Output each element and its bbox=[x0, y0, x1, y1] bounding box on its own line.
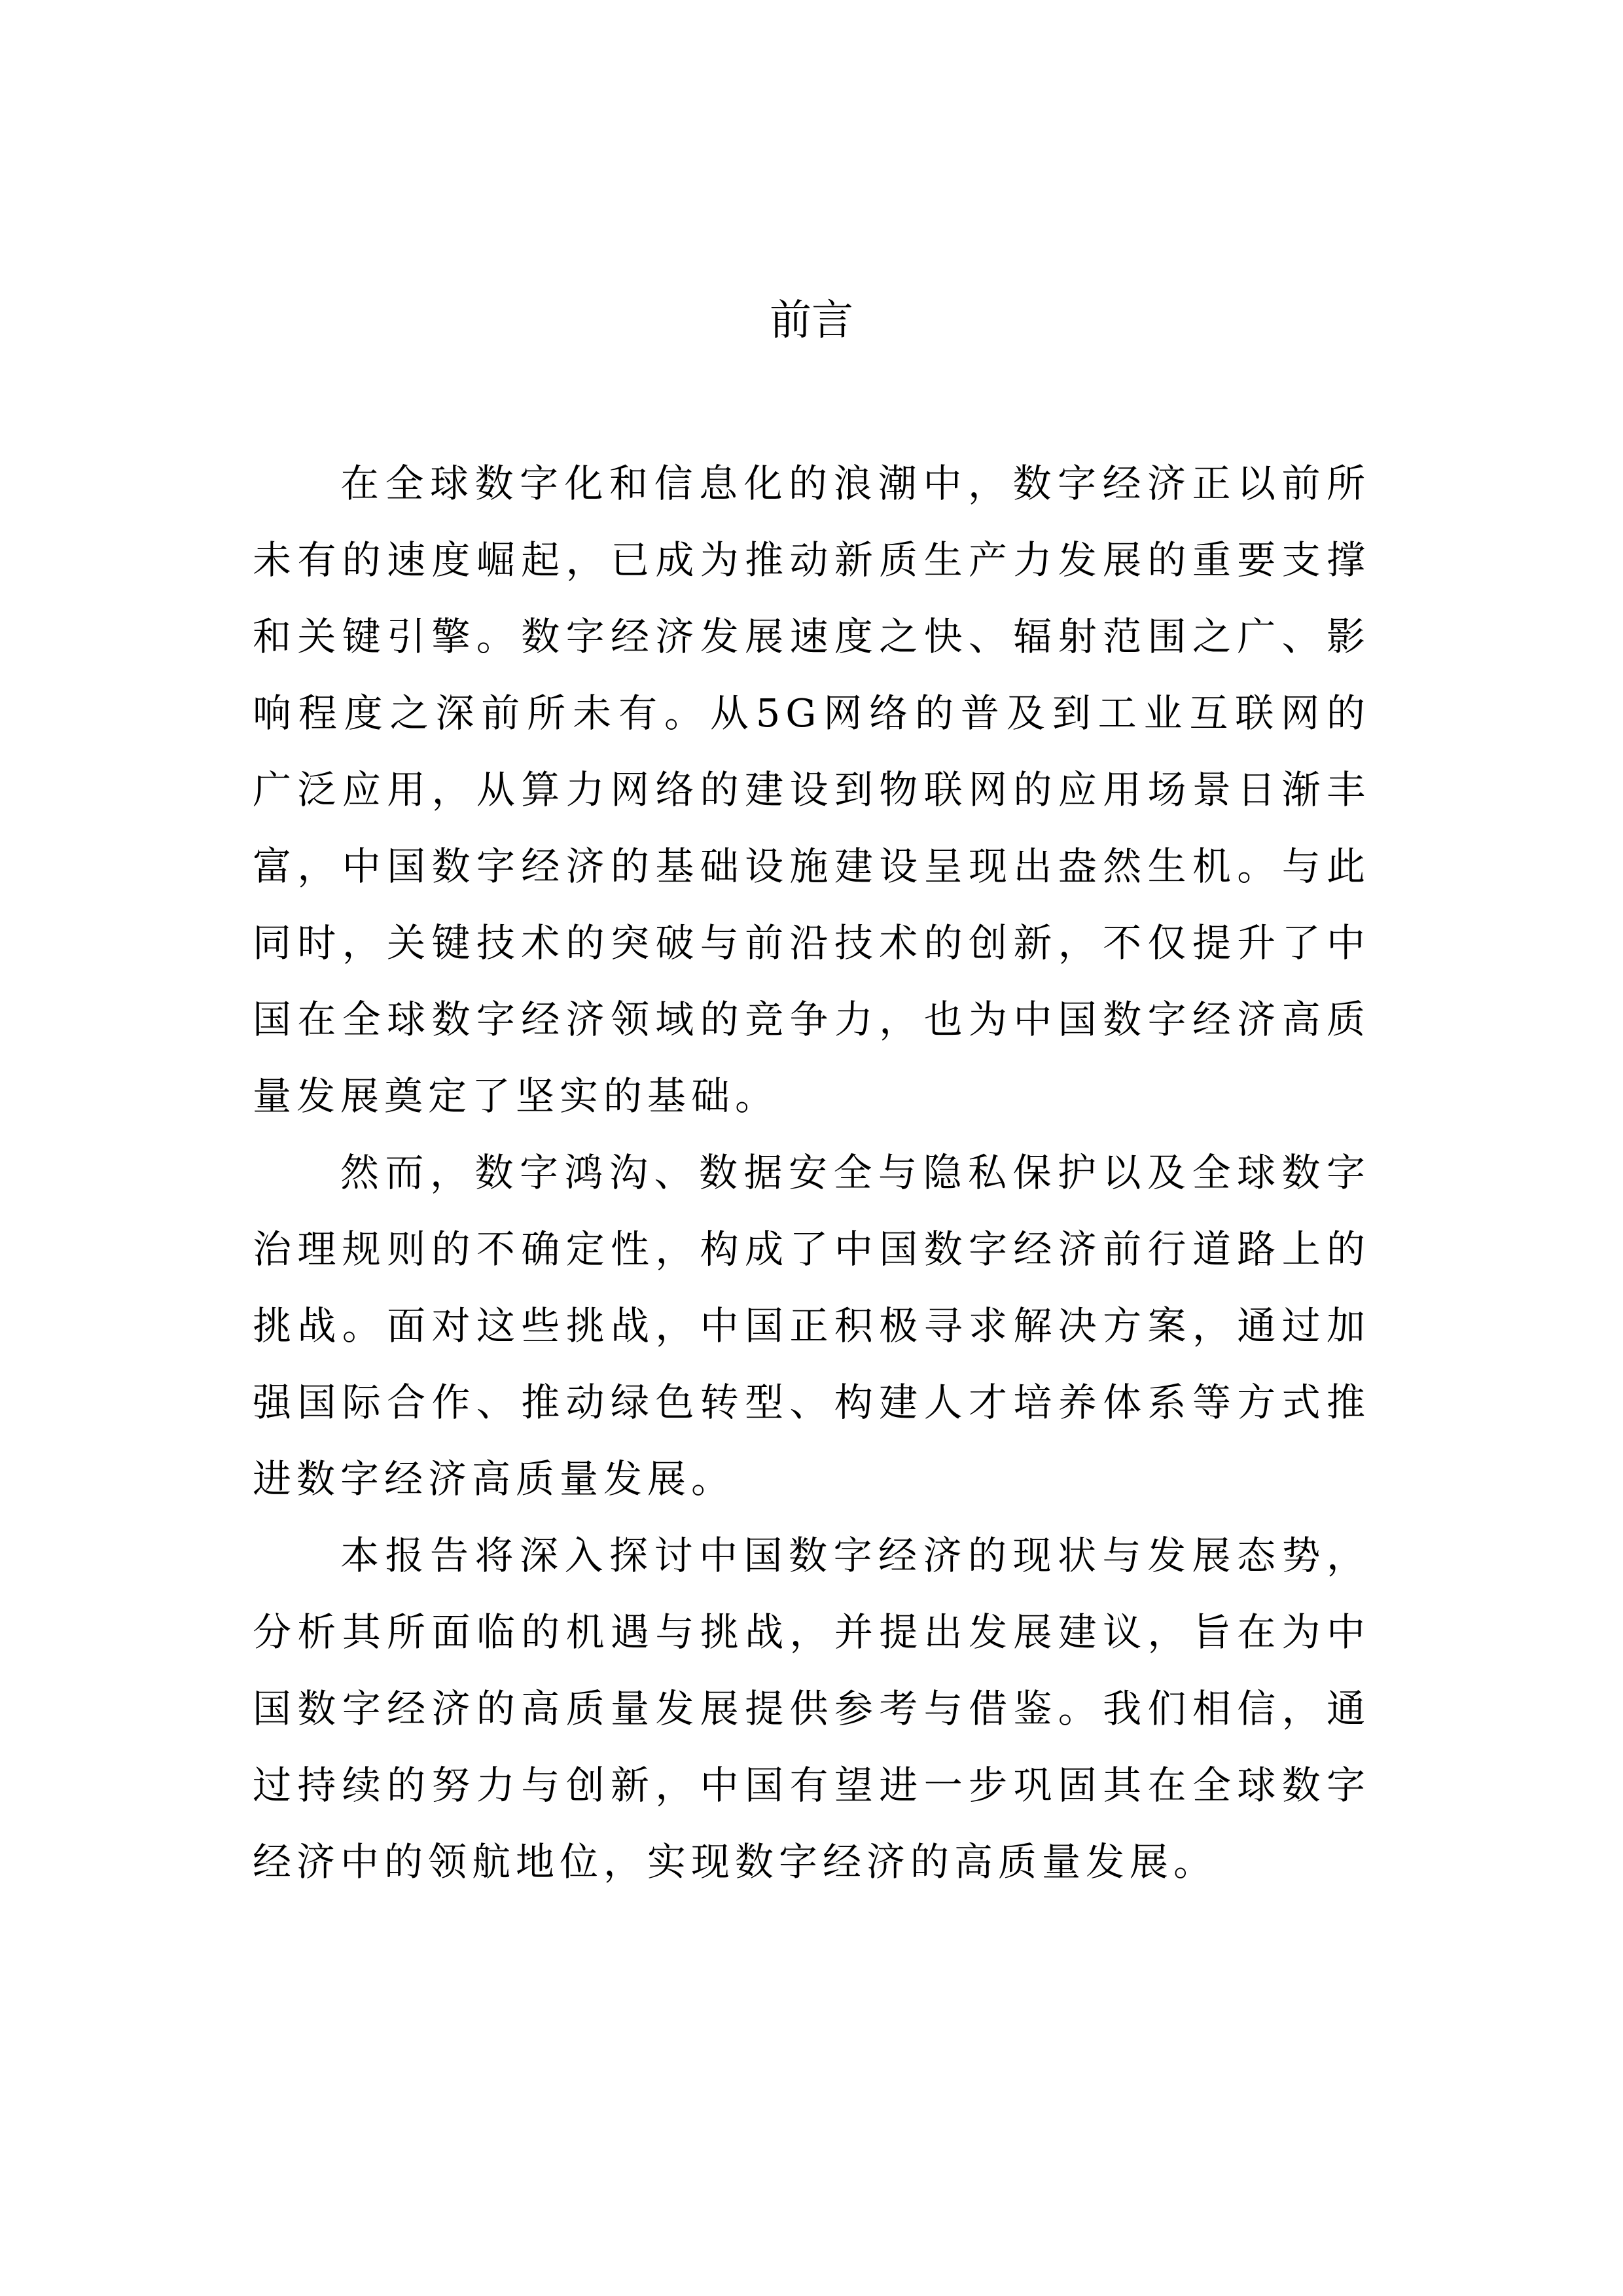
paragraph-3: 本报告将深入探讨中国数字经济的现状与发展态势，分析其所面临的机遇与挑战，并提出发展建议，旨在为中国数字经济的高质量发展提供参考与借鉴。我们相信，通过持续的努力与创新，中国有望进一步巩固其在全球数字经济中的领航地位，实现数字经济的高质量发展。 bbox=[253, 1533, 1370, 1884]
paragraph-2: 然而，数字鸿沟、数据安全与隐私保护以及全球数字治理规则的不确定性，构成了中国数字经济前行道路上的挑战。面对这些挑战，中国正积极寻求解决方案，通过加强国际合作、推动绿色转型、构建人才培养体系等方式推进数字经济高质量发展。 bbox=[253, 1150, 1370, 1501]
page-title: 前言 bbox=[770, 296, 853, 345]
paragraph-1: 在全球数字化和信息化的浪潮中，数字经济正以前所未有的速度崛起，已成为推动新质生产力发展的重要支撑和关键引擎。数字经济发展速度之快、辐射范围之广、影响程度之深前所未有。从5G网络的普及到工业互联网的广泛应用，从算力网络的建设到物联网的应用场景日渐丰富，中国数字经济的基础设施建设呈现出盎然生机。与此同时，关键技术的突破与前沿技术的创新，不仅提升了中国在全球数字经济领域的竞争力，也为中国数字经济高质量发展奠定了坚实的基础。 bbox=[253, 461, 1370, 1119]
body-text bbox=[253, 445, 1370, 1900]
